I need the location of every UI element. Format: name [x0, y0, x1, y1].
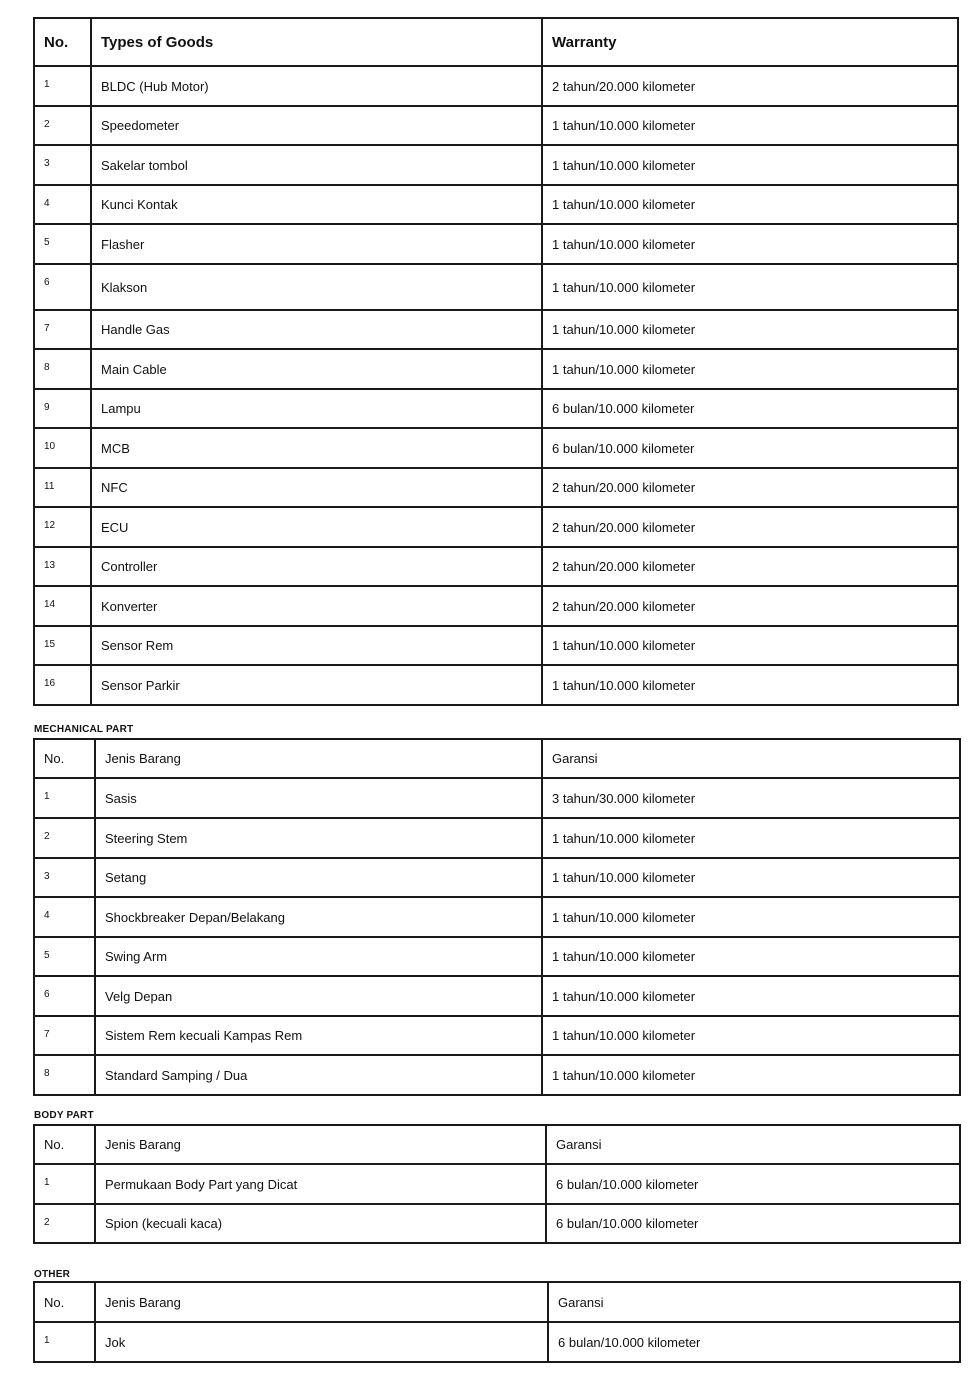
row-goods: BLDC (Hub Motor)	[91, 66, 542, 106]
table-row	[34, 349, 958, 389]
row-goods: Sakelar tombol	[91, 145, 542, 185]
row-warranty: 1 tahun/10.000 kilometer	[542, 224, 958, 264]
row-goods: Spion (kecuali kaca)	[95, 1204, 546, 1243]
row-warranty: 2 tahun/20.000 kilometer	[542, 507, 958, 547]
row-goods: MCB	[91, 428, 542, 468]
row-no: 3	[34, 145, 91, 185]
row-warranty: 6 bulan/10.000 kilometer	[548, 1322, 960, 1362]
row-goods: Sensor Parkir	[91, 665, 542, 705]
row-goods: Setang	[95, 858, 542, 897]
section-title-body: BODY PART	[34, 1110, 94, 1121]
table-row	[34, 468, 958, 507]
row-goods: Shockbreaker Depan/Belakang	[95, 897, 542, 937]
row-goods: Sasis	[95, 778, 542, 818]
table-row	[34, 586, 958, 626]
table-row	[34, 507, 958, 547]
table-row	[34, 224, 958, 264]
section-title-other: OTHER	[34, 1269, 70, 1280]
row-warranty: 1 tahun/10.000 kilometer	[542, 349, 958, 389]
row-warranty: 1 tahun/10.000 kilometer	[542, 1016, 960, 1055]
row-warranty: 1 tahun/10.000 kilometer	[542, 185, 958, 224]
row-no: 2	[34, 818, 95, 858]
header-no: No.	[34, 1282, 95, 1322]
row-goods: Main Cable	[91, 349, 542, 389]
header-warranty: Garansi	[548, 1282, 960, 1322]
row-no: 4	[34, 185, 91, 224]
header-goods: Jenis Barang	[95, 739, 542, 778]
row-warranty: 6 bulan/10.000 kilometer	[542, 428, 958, 468]
row-goods: Swing Arm	[95, 937, 542, 976]
table-row	[34, 106, 958, 145]
row-warranty: 1 tahun/10.000 kilometer	[542, 145, 958, 185]
row-no: 7	[34, 1016, 95, 1055]
header-goods: Types of Goods	[91, 18, 542, 66]
row-warranty: 1 tahun/10.000 kilometer	[542, 1055, 960, 1095]
header-goods: Jenis Barang	[95, 1282, 548, 1322]
row-goods: Kunci Kontak	[91, 185, 542, 224]
row-no: 16	[34, 665, 91, 705]
row-goods: Handle Gas	[91, 310, 542, 349]
row-warranty: 2 tahun/20.000 kilometer	[542, 66, 958, 106]
row-goods: Standard Samping / Dua	[95, 1055, 542, 1095]
row-no: 6	[34, 976, 95, 1016]
row-no: 5	[34, 937, 95, 976]
table-row	[34, 1164, 960, 1204]
row-warranty: 1 tahun/10.000 kilometer	[542, 858, 960, 897]
header-goods: Jenis Barang	[95, 1125, 546, 1164]
table-header-row	[34, 1125, 960, 1164]
header-warranty: Warranty	[542, 18, 958, 66]
row-no: 9	[34, 389, 91, 428]
row-warranty: 1 tahun/10.000 kilometer	[542, 897, 960, 937]
row-no: 2	[34, 1204, 95, 1243]
row-no: 7	[34, 310, 91, 349]
row-goods: Velg Depan	[95, 976, 542, 1016]
row-warranty: 1 tahun/10.000 kilometer	[542, 264, 958, 310]
table-row	[34, 897, 960, 937]
row-no: 10	[34, 428, 91, 468]
row-goods: Sistem Rem kecuali Kampas Rem	[95, 1016, 542, 1055]
row-no: 11	[34, 468, 91, 507]
header-no: No.	[34, 739, 95, 778]
table-row	[34, 1055, 960, 1095]
table-row	[34, 1322, 960, 1362]
row-goods: Konverter	[91, 586, 542, 626]
row-no: 12	[34, 507, 91, 547]
table-row	[34, 665, 958, 705]
header-no: No.	[34, 18, 91, 66]
table-row	[34, 778, 960, 818]
header-warranty: Garansi	[542, 739, 960, 778]
row-goods: Controller	[91, 547, 542, 586]
table-row	[34, 310, 958, 349]
row-no: 4	[34, 897, 95, 937]
table-row	[34, 145, 958, 185]
row-goods: Lampu	[91, 389, 542, 428]
row-warranty: 2 tahun/20.000 kilometer	[542, 468, 958, 507]
row-goods: Flasher	[91, 224, 542, 264]
row-no: 1	[34, 1164, 95, 1204]
table-row	[34, 1204, 960, 1243]
row-warranty: 6 bulan/10.000 kilometer	[542, 389, 958, 428]
row-warranty: 1 tahun/10.000 kilometer	[542, 818, 960, 858]
row-warranty: 3 tahun/30.000 kilometer	[542, 778, 960, 818]
row-goods: Speedometer	[91, 106, 542, 145]
row-warranty: 1 tahun/10.000 kilometer	[542, 665, 958, 705]
row-no: 2	[34, 106, 91, 145]
table-row	[34, 858, 960, 897]
table-header-row	[34, 1282, 960, 1322]
table-row	[34, 389, 958, 428]
table-header-row	[34, 18, 958, 66]
row-goods: ECU	[91, 507, 542, 547]
row-warranty: 1 tahun/10.000 kilometer	[542, 310, 958, 349]
electrical-parts-table	[33, 17, 959, 706]
table-row	[34, 626, 958, 665]
table-row	[34, 185, 958, 224]
row-warranty: 6 bulan/10.000 kilometer	[546, 1204, 960, 1243]
row-no: 8	[34, 1055, 95, 1095]
other-parts-table	[33, 1281, 961, 1363]
mechanical-parts-table	[33, 738, 961, 1096]
row-no: 15	[34, 626, 91, 665]
table-row	[34, 976, 960, 1016]
table-row	[34, 1016, 960, 1055]
row-goods: NFC	[91, 468, 542, 507]
row-no: 3	[34, 858, 95, 897]
row-goods: Klakson	[91, 264, 542, 310]
row-no: 13	[34, 547, 91, 586]
row-warranty: 1 tahun/10.000 kilometer	[542, 976, 960, 1016]
table-row	[34, 264, 958, 310]
row-warranty: 2 tahun/20.000 kilometer	[542, 586, 958, 626]
table-row	[34, 428, 958, 468]
header-warranty: Garansi	[546, 1125, 960, 1164]
table-row	[34, 547, 958, 586]
table-header-row	[34, 739, 960, 778]
table-row	[34, 937, 960, 976]
row-goods: Permukaan Body Part yang Dicat	[95, 1164, 546, 1204]
row-no: 5	[34, 224, 91, 264]
row-no: 14	[34, 586, 91, 626]
row-warranty: 1 tahun/10.000 kilometer	[542, 626, 958, 665]
row-no: 8	[34, 349, 91, 389]
section-title-mechanical: MECHANICAL PART	[34, 724, 134, 735]
row-warranty: 1 tahun/10.000 kilometer	[542, 106, 958, 145]
row-no: 1	[34, 66, 91, 106]
row-no: 6	[34, 264, 91, 310]
row-warranty: 2 tahun/20.000 kilometer	[542, 547, 958, 586]
row-goods: Sensor Rem	[91, 626, 542, 665]
table-row	[34, 818, 960, 858]
row-warranty: 6 bulan/10.000 kilometer	[546, 1164, 960, 1204]
row-no: 1	[34, 778, 95, 818]
body-parts-table	[33, 1124, 961, 1244]
row-no: 1	[34, 1322, 95, 1362]
row-goods: Jok	[95, 1322, 548, 1362]
row-goods: Steering Stem	[95, 818, 542, 858]
header-no: No.	[34, 1125, 95, 1164]
table-row	[34, 66, 958, 106]
row-warranty: 1 tahun/10.000 kilometer	[542, 937, 960, 976]
